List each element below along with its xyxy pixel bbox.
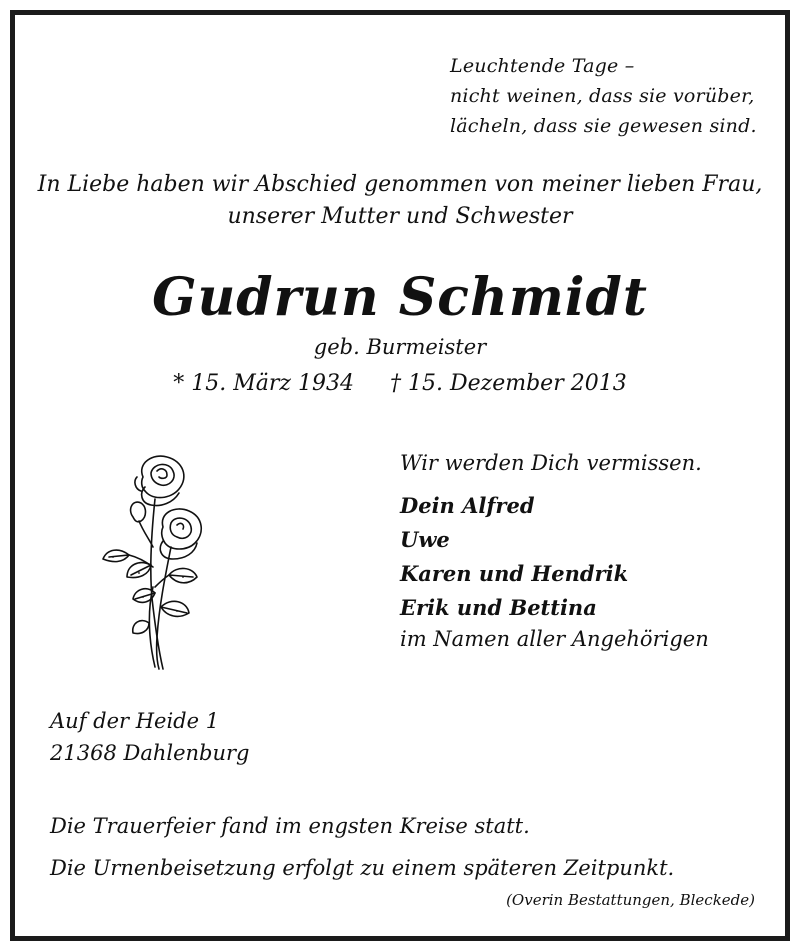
signoff-text: Wir werden Dich vermissen. bbox=[400, 451, 702, 475]
address bbox=[50, 705, 249, 769]
funeral-note: Die Trauerfeier fand im engsten Kreise statt. bbox=[50, 814, 530, 838]
intro-text bbox=[15, 169, 785, 233]
family-member: Dein Alfred bbox=[400, 493, 535, 518]
rose-icon bbox=[93, 447, 213, 672]
birth-date: * 15. März 1934 bbox=[173, 371, 354, 396]
behalf-text: im Namen aller Angehörigen bbox=[400, 627, 709, 651]
family-member: Erik und Bettina bbox=[400, 595, 597, 620]
intro-line-2: unserer Mutter und Schwester bbox=[227, 204, 573, 229]
address-city: 21368 Dahlenburg bbox=[50, 741, 250, 765]
death-date: † 15. Dezember 2013 bbox=[390, 371, 627, 396]
obituary-frame bbox=[10, 10, 790, 941]
deceased-name: Gudrun Schmidt bbox=[152, 267, 648, 328]
family-list bbox=[400, 489, 628, 625]
family-member: Uwe bbox=[400, 527, 450, 552]
family-member: Karen und Hendrik bbox=[400, 561, 629, 586]
notes bbox=[50, 805, 674, 889]
obituary-content bbox=[15, 15, 785, 936]
poem bbox=[450, 51, 757, 141]
urn-note: Die Urnenbeisetzung erfolgt zu einem späteren Zeitpunkt. bbox=[50, 856, 675, 880]
poem-line-1: Leuchtende Tage – bbox=[450, 55, 635, 77]
funeral-home-credit: (Overin Bestattungen, Bleckede) bbox=[506, 891, 755, 909]
address-street: Auf der Heide 1 bbox=[50, 709, 220, 733]
poem-line-2: nicht weinen, dass sie vorüber, bbox=[450, 85, 755, 107]
intro-line-1: In Liebe haben wir Abschied genommen von meiner lieben Frau, bbox=[37, 172, 763, 197]
poem-line-3: lächeln, dass sie gewesen sind. bbox=[450, 115, 757, 137]
maiden-name: geb. Burmeister bbox=[313, 335, 487, 359]
life-dates bbox=[15, 371, 785, 396]
